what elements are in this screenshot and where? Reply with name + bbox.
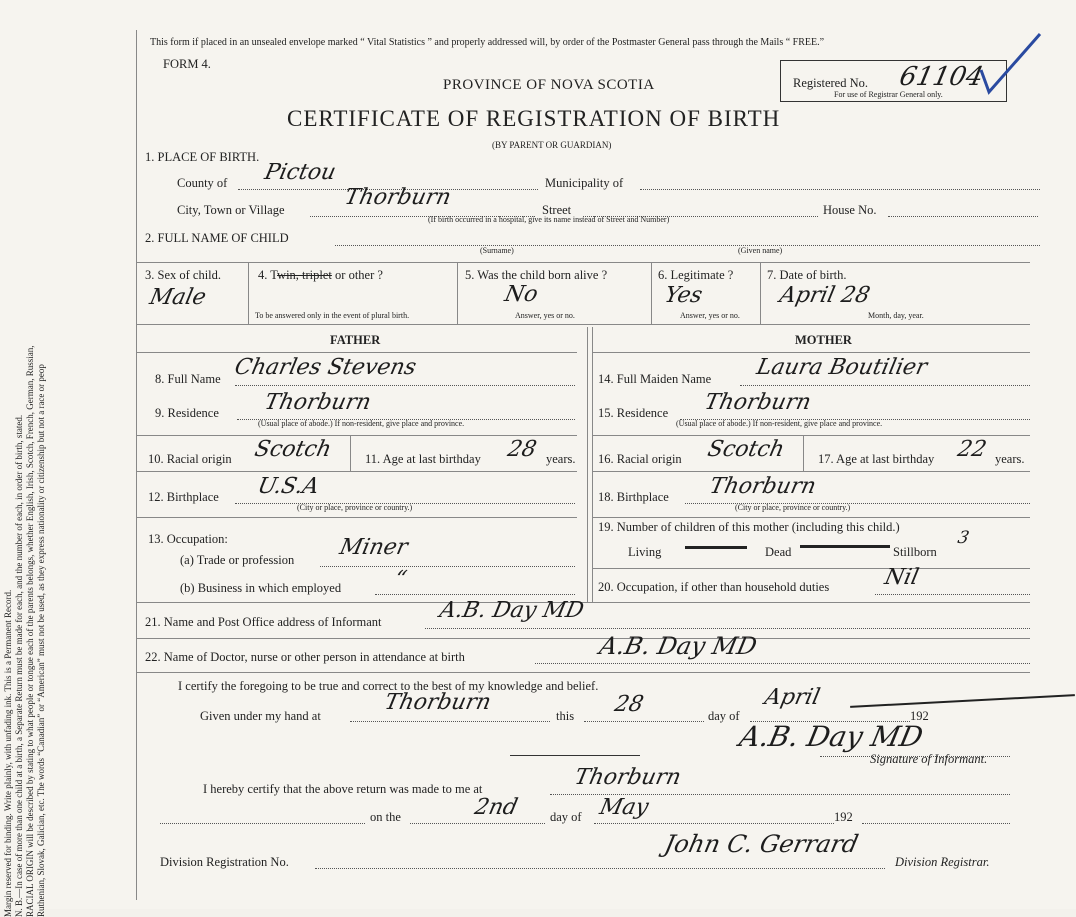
mother-name-label: 14. Full Maiden Name: [598, 372, 712, 386]
twin-note: To be answered only in the event of plural birth.: [255, 311, 410, 320]
place-of-birth-label: 1. PLACE OF BIRTH.: [145, 150, 260, 164]
mail-notice: This form if placed in an unsealed envelope marked “ Vital Statistics ” and properly addressed will, by order of the Postmaster General pass through the Mails “ FREE.”: [150, 37, 825, 48]
dob-label: 7. Date of birth.: [767, 268, 847, 282]
city-label: City, Town or Village: [177, 203, 285, 217]
father-name-label: 8. Full Name: [155, 372, 221, 386]
registrar-day-of-label: day of: [550, 810, 582, 824]
living-dash: [685, 546, 747, 549]
father-birthplace-value: U.S.A: [255, 474, 322, 499]
mother-racial-label: 16. Racial origin: [598, 452, 682, 466]
legitimate-note: Answer, yes or no.: [680, 311, 740, 320]
check-mark-icon: [975, 30, 1045, 100]
registrar-signature: John C. Gerrard: [662, 830, 861, 858]
father-heading: FATHER: [330, 333, 381, 347]
mother-years: years.: [995, 452, 1025, 466]
mother-occupation-value: Nil: [882, 565, 921, 590]
alive-label: 5. Was the child born alive ?: [465, 268, 608, 282]
mother-racial-value: Scotch: [705, 437, 787, 462]
certify-text: I certify the foregoing to be true and correct to the best of my knowledge and belief.: [178, 679, 599, 693]
county-value: Pictou: [262, 160, 339, 185]
registrar-label: Division Registrar.: [895, 855, 990, 869]
surname-note: (Surname): [480, 246, 514, 255]
page-subtitle: (BY PARENT OR GUARDIAN): [492, 140, 612, 150]
mother-birthplace-note: (City or place, province or country.): [735, 503, 851, 512]
legitimate-label: 6. Legitimate ?: [658, 268, 734, 282]
municipality-label: Municipality of: [545, 176, 624, 190]
informant-value: A.B. Day MD: [437, 598, 587, 623]
business-label: (b) Business in which employed: [180, 581, 342, 595]
father-residence-label: 9. Residence: [155, 406, 219, 420]
month-value: April: [762, 685, 823, 710]
dob-note: Month, day, year.: [868, 311, 924, 320]
father-residence-note: (Usual place of abode.) If non-resident, give place and province.: [258, 419, 465, 428]
given-place: Thorburn: [382, 690, 494, 715]
trade-label: (a) Trade or profession: [180, 553, 295, 567]
on-the-label: on the: [370, 810, 401, 824]
doctor-value: A.B. Day MD: [597, 632, 760, 660]
doctor-label: 22. Name of Doctor, nurse or other person in attendance at birth: [145, 650, 465, 664]
dead-dash: [800, 545, 890, 548]
father-birthplace-note: (City or place, province or country.): [297, 503, 413, 512]
year-label: 192: [910, 709, 929, 723]
registrar-note: For use of Registrar General only.: [834, 90, 943, 99]
mother-heading: MOTHER: [795, 333, 852, 347]
father-occupation-label: 13. Occupation:: [148, 532, 228, 546]
father-age-value: 28: [505, 437, 539, 462]
stillborn-label: Stillborn: [893, 545, 937, 559]
informant-label: 21. Name and Post Office address of Informant: [145, 615, 382, 629]
division-label: Division Registration No.: [160, 855, 289, 869]
registrar-day: 2nd: [472, 795, 520, 820]
province-title: PROVINCE OF NOVA SCOTIA: [443, 77, 655, 93]
hospital-note: (If birth occurred in a hospital, give its name instead of Street and Number): [428, 215, 670, 224]
margin-line-4: Ruthenian, Slovak, Galician, etc. The words “Canadian” or “American” must not be used, as they express nationality or citizenship but not a race or peop: [36, 364, 46, 917]
legitimate-value: Yes: [662, 283, 705, 308]
father-residence-value: Thorburn: [262, 390, 374, 415]
day-of-label: day of: [708, 709, 740, 723]
mother-age-value: 22: [955, 437, 989, 462]
informant-signature: A.B. Day MD: [736, 720, 926, 753]
father-racial-label: 10. Racial origin: [148, 452, 232, 466]
father-birthplace-label: 12. Birthplace: [148, 490, 219, 504]
father-racial-value: Scotch: [252, 437, 334, 462]
mother-residence-value: Thorburn: [702, 390, 814, 415]
sex-label: 3. Sex of child.: [145, 268, 222, 282]
mother-birthplace-value: Thorburn: [707, 474, 819, 499]
living-label: Living: [628, 545, 662, 559]
stillborn-value: 3: [955, 528, 971, 548]
registrar-place: Thorburn: [572, 765, 684, 790]
dob-value: April 28: [777, 283, 873, 308]
child-name-label: 2. FULL NAME OF CHILD: [145, 231, 289, 245]
mother-birthplace-label: 18. Birthplace: [598, 490, 669, 504]
father-years: years.: [546, 452, 576, 466]
registered-label: Registered No.: [793, 76, 868, 90]
street-label: Street: [542, 203, 572, 217]
mother-residence-note: (Usual place of abode.) If non-resident, give place and province.: [676, 419, 883, 428]
given-name-note: (Given name): [738, 246, 783, 255]
alive-value: No: [502, 282, 541, 307]
mother-age-label: 17. Age at last birthday: [818, 452, 935, 466]
day-value: 28: [612, 692, 646, 717]
trade-value: Miner: [337, 535, 410, 560]
father-name-value: Charles Stevens: [232, 355, 419, 380]
registrar-month: May: [597, 795, 651, 820]
mother-occupation-label: 20. Occupation, if other than household duties: [598, 580, 830, 594]
registrar-certify-text: I hereby certify that the above return was made to me at: [203, 782, 483, 796]
twin-label: 4. Twin, triplet or other ?: [258, 268, 383, 282]
business-value: “: [392, 567, 409, 592]
registered-number: 61104: [896, 62, 986, 92]
county-label: County of: [177, 176, 228, 190]
margin-line-3: RACIAL ORIGIN will be described by stating to what people or tongue each of the parents belongs, whether English, Irish, Scotch, French, German, Russian,: [25, 345, 35, 917]
house-label: House No.: [823, 203, 877, 217]
margin-rule: [136, 30, 137, 900]
mother-name-value: Laura Boutilier: [754, 355, 930, 380]
margin-line-1: Margin reserved for binding. Write plainly, with unfading ink. This is a Permanent Record.: [3, 589, 13, 917]
page-title: CERTIFICATE OF REGISTRATION OF BIRTH: [287, 106, 781, 131]
strike-line: [850, 694, 1075, 708]
city-value: Thorburn: [342, 185, 454, 210]
alive-note: Answer, yes or no.: [515, 311, 575, 320]
given-label: Given under my hand at: [200, 709, 321, 723]
form-number: FORM 4.: [163, 57, 211, 71]
signature-label: Signature of Informant.: [870, 752, 988, 766]
margin-instructions: [3, 37, 47, 917]
this-label: this: [556, 709, 575, 723]
sex-value: Male: [147, 285, 209, 310]
registrar-year-label: 192: [834, 810, 853, 824]
mother-residence-label: 15. Residence: [598, 406, 669, 420]
father-age-label: 11. Age at last birthday: [365, 452, 481, 466]
margin-line-2: N. B.—In case of more than one child at a birth, a Separate Return must be made for each, and the number of each, in order of birth, stated.: [14, 414, 24, 917]
dead-label: Dead: [765, 545, 792, 559]
children-label: 19. Number of children of this mother (including this child.): [598, 520, 900, 534]
